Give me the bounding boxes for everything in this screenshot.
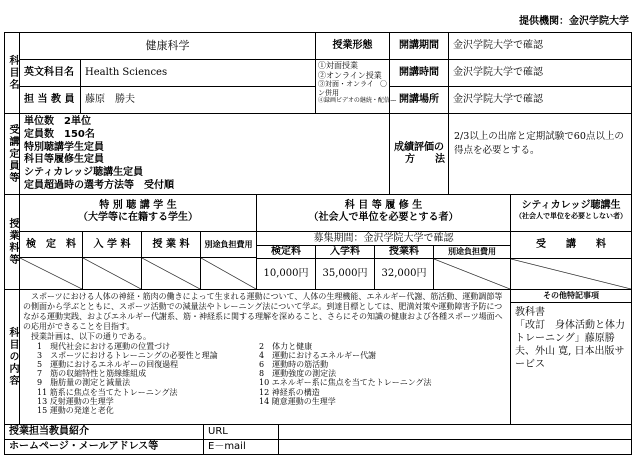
course-student-title: 科 目 等 履 修 生 — [344, 200, 423, 211]
plan-item: 4 運動におけるエネルギー代謝 — [259, 350, 377, 360]
course-name: 健康科学 — [19, 32, 316, 60]
format-label: 授業形態 — [315, 32, 390, 60]
content-intro: スポーツにおける人体の神経・筋肉の働きによって生まれる運動について、人体の生理機能、エネルギー代謝、筋活動、運動調節等の側面から学ぶとともに、スポーツ活動での減量法やトレーニング法について学ぶ。到達目標としては、肥満対策や運動障害予防につながる運動実践、およびエネルギー代謝系、筋・神経系に関する理解を深めること、さらにその知識の健康および各種スポーツ場面への応用ができることを目指す。 — [23, 292, 503, 331]
special-student-title: 特 別 聴 講 学 生 — [99, 200, 177, 211]
city-college-header — [510, 194, 632, 232]
plan-item: 13 反射運動の生理学 — [37, 396, 114, 406]
format-option-2: ②オンライン授業 — [318, 70, 382, 80]
evaluation-label-2: 方 法 — [405, 154, 445, 165]
special-student-header — [19, 194, 257, 232]
textbook-label: 教科書 — [515, 307, 545, 318]
evaluation-text: 2/3以上の出席と定期試験で60点以上の得点を必要とする。 — [448, 113, 632, 195]
city-college-title: シティカレッジ聴講生 — [521, 200, 621, 211]
special-fee-exam-empty — [19, 257, 83, 290]
plan-item: 12 神経系の構造 — [259, 387, 320, 397]
content-side-label: 科目の内容 — [4, 289, 20, 425]
email-value — [278, 439, 632, 455]
format-option-3: ③対面・オンライン併用 — [318, 80, 374, 97]
plan-item: 3 スポーツにおけるトレーニングの必要性と理論 — [37, 350, 218, 360]
evaluation-label-1: 成績評価の — [394, 142, 444, 153]
quota-city-college: シティカレッジ聴講生定員 — [24, 167, 144, 179]
special-fee-extra-empty — [200, 257, 257, 290]
city-fee-label: 受 講 料 — [510, 231, 632, 259]
course-fee-tuition-label: 授業料 — [374, 245, 434, 259]
plan-list-odd — [37, 342, 259, 416]
quota-capacity: 定員数 150名 — [24, 128, 95, 140]
quota-side-label: 受講定員等 — [4, 113, 20, 195]
format-mark-dash: ー — [389, 96, 397, 105]
other-notes-body — [510, 302, 632, 425]
course-fee-tuition-value: 32,000円 — [374, 258, 434, 290]
course-student-header — [256, 194, 511, 232]
format-mark-circle: 〇 — [380, 80, 387, 89]
quota-block — [19, 113, 390, 195]
plan-item: 14 随意運動の生理学 — [259, 396, 336, 406]
provider-label: 提供機関：金沢学院大学 — [519, 16, 629, 27]
plan-heading: 授業計画は、以下の通りである。 — [23, 332, 151, 341]
time-value: 金沢学院大学で確認 — [448, 59, 632, 87]
english-name-label: 英文科目名 — [19, 59, 81, 87]
course-fee-exam-value: 10,000円 — [256, 258, 316, 290]
textbook-detail: 「改訂 身体活動と体力トレーニング」藤原勝夫、外山 寛, 日本出版サービス — [515, 320, 625, 370]
email-label: E－mail — [203, 439, 279, 455]
plan-item: 9 脂肪量の測定と減量法 — [37, 378, 131, 388]
plan-item: 7 筋の収縮特性と筋線維組成 — [37, 369, 147, 379]
course-side-label: 科目名 — [4, 32, 20, 114]
special-fee-tuition-empty — [141, 257, 201, 290]
city-fee-empty — [510, 258, 632, 290]
course-fee-extra-empty — [433, 258, 511, 290]
url-value — [278, 424, 632, 440]
english-name-value: Health Sciences — [80, 59, 316, 87]
place-value: 金沢学院大学で確認 — [448, 86, 632, 114]
quota-selection: 定員超過時の選考方法等 受付順 — [24, 179, 174, 191]
format-option-4: ④録画ビデオの継続・配信 — [318, 96, 390, 104]
teacher-intro-label: 授業担当教員紹介 — [4, 424, 204, 440]
special-fee-extra-label: 別途負担費用 — [200, 231, 257, 258]
time-label: 開講時間 — [389, 59, 449, 87]
url-label: URL — [203, 424, 279, 440]
evaluation-label — [389, 113, 449, 195]
content-body — [19, 289, 511, 425]
recruit-period: 募集期間：金沢学院大学で確認 — [256, 231, 511, 246]
format-options — [315, 59, 397, 114]
plan-item: 15 運動の発達と老化 — [37, 406, 114, 416]
course-fee-entry-label: 入学料 — [315, 245, 375, 259]
course-fee-extra-label: 別途負担費用 — [433, 245, 511, 259]
course-fee-exam-label: 検定料 — [256, 245, 316, 259]
plan-item: 1 現代社会における運動の位置づけ — [37, 341, 171, 351]
fees-side-label: 授業料等 — [4, 194, 20, 290]
format-option-1: ①対面授業 — [318, 61, 358, 70]
other-notes-title: その他特記事項 — [510, 289, 632, 303]
place-label: 開講場所 — [389, 86, 449, 114]
city-college-subtitle: （社会人で単位を必要としない者） — [515, 212, 627, 220]
plan-item: 8 運動強度の測定法 — [259, 369, 337, 379]
period-label: 開講期間 — [389, 32, 449, 60]
syllabus-sheet — [4, 32, 632, 455]
teacher-label: 担 当 教 員 — [19, 86, 81, 114]
special-fee-exam-label: 検 定 料 — [19, 231, 83, 258]
course-student-subtitle: （社会人で単位を必要とする者） — [308, 212, 459, 223]
plan-item: 5 運動におけるエネルギーの回復過程 — [37, 360, 179, 369]
quota-credits: 単位数 2単位 — [24, 116, 91, 127]
plan-item: 11 筋系に焦点を当てたトレーニング法 — [37, 387, 178, 397]
special-fee-entry-empty — [82, 257, 142, 290]
plan-item: 2 体力と健康 — [259, 341, 313, 351]
special-fee-entry-label: 入 学 料 — [82, 231, 142, 258]
course-fee-entry-value: 35,000円 — [315, 258, 375, 290]
period-value: 金沢学院大学で確認 — [448, 32, 632, 60]
quota-special-student: 特別聴講学生定員 — [24, 141, 104, 153]
plan-list-even — [259, 342, 432, 416]
teacher-value: 藤原 勝夫 — [80, 86, 316, 114]
homepage-label: ホームページ・メールアドレス等 — [4, 439, 204, 455]
special-fee-tuition-label: 授 業 料 — [141, 231, 201, 258]
plan-item: 6 運動時の筋活動 — [259, 360, 329, 369]
special-student-subtitle: （大学等に在籍する学生） — [78, 212, 198, 223]
plan-item: 10 エネルギー系に焦点を当てたトレーニング法 — [259, 378, 432, 388]
quota-course-student: 科目等履修生定員 — [24, 154, 104, 166]
